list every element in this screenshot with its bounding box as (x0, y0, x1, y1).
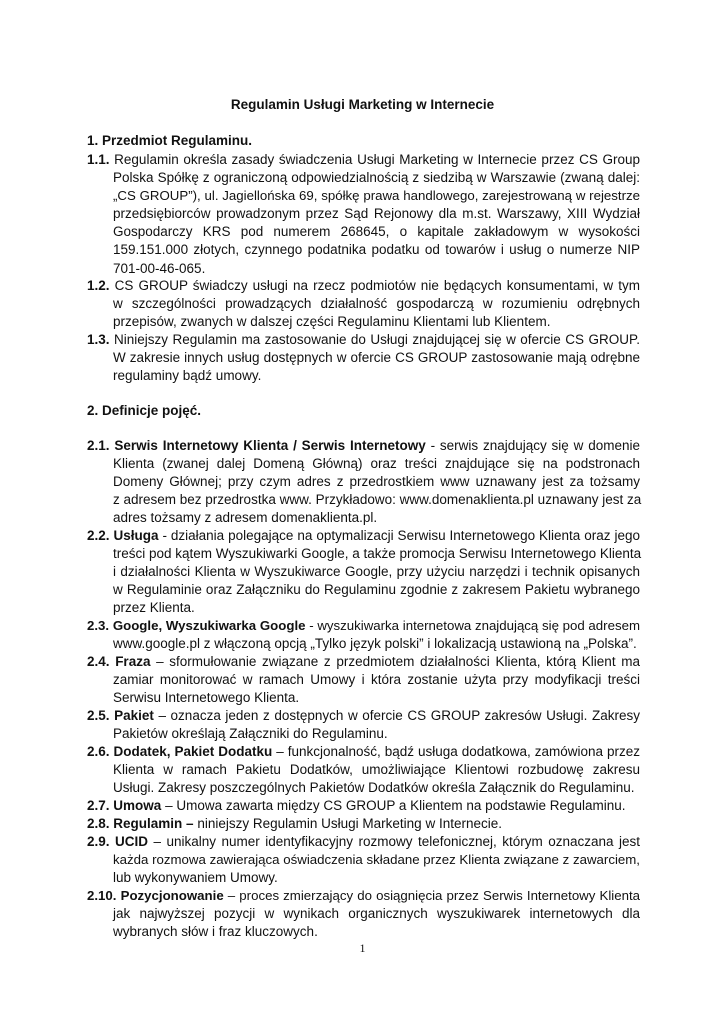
clause-text: unikalny numer identyfikacyjny rozmowy telefonicznej, którym oznaczana jest (166, 834, 641, 849)
clause-line: z adresem bez przedrostka www. Przykładowo: www.domenaklienta.pl uznawany jest za (113, 492, 642, 508)
clause-line: Gospodarczy KRS pod numerem 268645, o kapitale zakładowym w wysokości (113, 224, 640, 240)
clause-2-10 (87, 887, 640, 941)
clause-2-9 (87, 833, 640, 887)
clause-text: serwis znajdujący się w domenie (439, 438, 640, 453)
clause-2-1 (87, 437, 640, 527)
defined-term: Fraza (115, 654, 151, 669)
clause-line: w Regulaminie oraz Załączniku do Regulaminu zgodnie z zakresem Pakietu wybranego (113, 582, 640, 598)
clause-number: 2.4. (87, 654, 110, 669)
clause-number: 2.6. (87, 744, 110, 759)
defined-term: Usługa (113, 528, 159, 543)
clause-line: Usługi. Zakresy poszczególnych Pakietów Dodatków określa Załącznik do Regulaminu. (113, 780, 635, 796)
clause-line: regulaminy bądź umowy. (113, 368, 262, 384)
term-separator: - (425, 438, 440, 453)
clause-text: CS GROUP świadczy usługi na rzecz podmiotów nie będących konsumentami, w tym (114, 278, 640, 293)
clause-line: jak najwyższej pozycji w wynikach organicznych wyszukiwarek internetowych dla (113, 906, 640, 922)
clause-line: adres tożsamy z adresem domenaklienta.pl. (113, 510, 378, 526)
section-heading-2: 2. Definicje pojęć. (87, 403, 202, 418)
term-separator: - (305, 618, 318, 633)
clause-line: lub wykonywaniem Umowy. (113, 870, 278, 886)
section-heading-1: 1. Przedmiot Regulaminu. (87, 133, 253, 148)
clause-number: 1.3. (87, 332, 110, 347)
clause-line: Klienta w ramach Pakietu Dodatków, umożliwiające Klientowi rozbudowę zakresu (113, 762, 640, 778)
clause-text: Niniejszy Regulamin ma zastosowanie do Usługi znajdującej się w ofercie CS GROUP. (114, 332, 640, 347)
defined-term: Google, Wyszukiwarka Google (112, 618, 306, 633)
clause-line: Domeny Głównej; przy czym adres z przedrostkiem www uznawany jest za tożsamy (113, 474, 640, 490)
clause-number: 2.1. (87, 438, 110, 453)
clause-line: i działalności Klienta w Wyszukiwarce Google, przy użyciu narzędzi i technik opisanych (113, 564, 640, 580)
clause-line: przedsiębiorców prowadzonym przez Sąd Rejonowy dla m.st. Warszawy, XIII Wydział (113, 206, 640, 222)
clause-line (87, 743, 640, 761)
clause-line: Klienta (zwanej dalej Domeną Główną) oraz treści znajdujące się na podstronach (113, 456, 640, 472)
clause-number: 2.5. (87, 708, 110, 723)
clause-line: Serwisu Internetowego Klienta. (113, 690, 300, 706)
clause-line: każda rozmowa zawierająca oświadczenia składane przez Klienta związane z zawarciem, (113, 852, 640, 868)
clause-number: 2.2. (87, 528, 110, 543)
term-separator: – (148, 834, 167, 849)
clause-line (87, 833, 640, 851)
clause-line (87, 331, 640, 349)
clause-number: 2.8. (87, 816, 110, 831)
clause-2-8 (87, 815, 640, 833)
clause-1-3 (87, 331, 640, 385)
clause-number: 1.2. (87, 278, 110, 293)
clause-line: zamiar monitorować w ramach Umowy i która zostanie użyta przy modyfikacji treści (113, 672, 640, 688)
clause-line (87, 527, 640, 545)
term-separator: – (272, 744, 288, 759)
clause-line: Pakietów określają Załączniki do Regulaminu. (113, 726, 388, 742)
clause-text: działania polegające na optymalizacji Serwisu Internetowego Klienta oraz jego (170, 528, 640, 543)
clause-line: 701-00-46-065. (113, 260, 206, 276)
clause-2-4 (87, 653, 640, 707)
clause-line: przepisów, zwanych w dalszej części Regulaminu Klientami lub Klientem. (113, 314, 551, 330)
clause-number: 2.10. (87, 888, 117, 903)
defined-term: Pakiet (114, 708, 154, 723)
clause-line: w szczególności prowadzących działalność gospodarczą w rozumieniu odrębnych (113, 296, 640, 312)
clause-line (87, 707, 640, 725)
clause-text: wyszukiwarka internetowa znajdującą się pod adresem (317, 618, 640, 633)
clause-line: www.google.pl z włączoną opcją „Tylko język polski” i lokalizacją ustawioną na „Polska”. (113, 636, 637, 652)
term-separator: – (223, 888, 240, 903)
clause-line: treści pod kątem Wyszukiwarki Google, a także promocja Serwisu Internetowego Klienta (113, 546, 642, 562)
clause-text: niniejszy Regulamin Usługi Marketing w Internecie. (197, 816, 502, 831)
clause-line: W zakresie innych usług dostępnych w ofercie CS GROUP zastosowanie mają odrębne (113, 350, 640, 366)
clause-line: przez Klienta. (113, 600, 195, 616)
clause-text: proces zmierzający do osiągnięcia przez Serwis Internetowy Klienta (239, 888, 641, 903)
document-title: Regulamin Usługi Marketing w Internecie (230, 97, 495, 112)
clause-number: 2.3. (87, 618, 110, 633)
defined-term: Umowa (113, 798, 162, 813)
clause-2-5 (87, 707, 640, 743)
clause-2-7 (87, 797, 640, 815)
clause-2-2 (87, 527, 640, 617)
term-separator: – (161, 798, 177, 813)
clause-text: funkcjonalność, bądź usługa dodatkowa, zamówiona przez (287, 744, 640, 759)
clause-line (87, 797, 640, 815)
clause-text: Umowa zawarta między CS GROUP a Klientem na podstawie Regulaminu. (176, 798, 626, 813)
clause-line (87, 815, 640, 833)
defined-term: Dodatek, Pakiet Dodatku (113, 744, 273, 759)
term-separator: – (153, 708, 171, 723)
defined-term: Serwis Internetowy Klienta / Serwis Internetowy (114, 438, 426, 453)
defined-term: Pozycjonowanie (120, 888, 224, 903)
clause-1-2 (87, 277, 640, 331)
clause-line (87, 653, 640, 671)
page-number: 1 (359, 941, 366, 955)
clause-number: 2.7. (87, 798, 110, 813)
defined-term: Regulamin – (113, 816, 194, 831)
clause-line: wybranych słów i fraz kluczowych. (113, 924, 318, 940)
term-separator: – (150, 654, 170, 669)
clause-line (87, 437, 640, 455)
clause-2-6 (87, 743, 640, 797)
clause-line: „CS GROUP”), ul. Jagiellońska 69, spółkę prawa handlowego, zarejestrowaną w rejestrze (113, 188, 640, 204)
clause-text: sformułowanie związane z przedmiotem działalności Klienta, którą Klient ma (169, 654, 640, 669)
clause-1-1 (87, 151, 640, 278)
clause-text: oznacza jeden z dostępnych w ofercie CS GROUP zakresów Usługi. Zakresy (170, 708, 640, 723)
clause-line (87, 617, 640, 635)
clause-line: Polska Spółkę z ograniczoną odpowiedzialnością z siedzibą w Warszawie (zwaną dalej: (113, 170, 640, 186)
clause-number: 1.1. (87, 152, 110, 167)
clause-number: 2.9. (87, 834, 110, 849)
clause-text: Regulamin określa zasady świadczenia Usługi Marketing w Internecie przez CS Group (114, 152, 640, 167)
defined-term: UCID (115, 834, 149, 849)
clause-line (87, 151, 640, 169)
clause-2-3 (87, 617, 640, 653)
term-separator: - (158, 528, 171, 543)
clause-line: 159.151.000 złotych, czynnego podatnika podatku od towarów i usług o numerze NIP (113, 242, 640, 258)
clause-line (87, 887, 640, 905)
clause-line (87, 277, 640, 295)
